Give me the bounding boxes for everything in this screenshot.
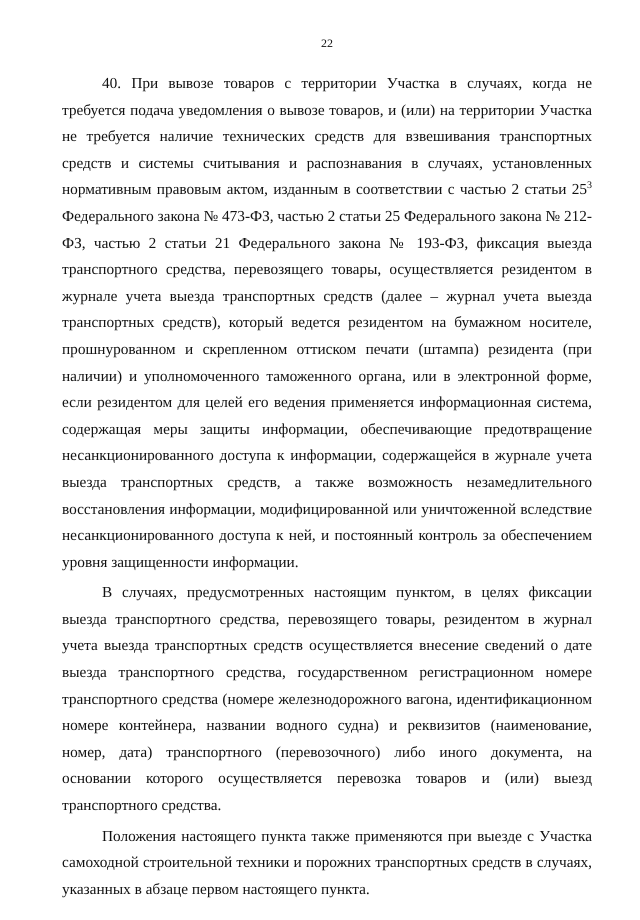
paragraph-provisions: Положения настоящего пункта также применяются при выезде с Участка самоходной строительной техники и порожних транспортных средств в случаях, указанных в абзаце первом настоящего пункта. xyxy=(62,827,592,898)
paragraph-40-text-end: Федерального закона № 473-ФЗ, частью 2 статьи 25 Федерального закона № 212-ФЗ, частью 2 статьи 21 Федерального закона № 193-ФЗ, фиксация выезда транспортного средства, перевозящего товары, осуществляется резидентом в журнале учета выезда транспортных средств (далее – журнал учета выезда транспортных средств), который ведется резидентом на бумажном носителе, прошнурованном и скрепленном оттиском печати (штампа) резидента (при наличии) и уполномоченного таможенного органа, или в электронной форме, если резидентом для целей его ведения применяется информационная система, содержащая меры защиты информации, обеспечивающие предотвращение несанкционированного доступа к информации, содержащейся в журнале учета выезда транспортных средств, а также возможность незамедлительного восстановления информации, модифицированной или уничтоженной вследствие несанкционированного доступа к ней, и постоянный контроль за обеспечением уровня защищенности информации. xyxy=(62,207,592,571)
paragraph-40 xyxy=(62,71,592,576)
article-superscript: 3 xyxy=(587,180,592,192)
paragraph-cases: В случаях, предусмотренных настоящим пунктом, в целях фиксации выезда транспортного средства, перевозящего товары, резидентом в журнал учета выезда транспортных средств осуществляется внесение сведений о дате выезда транспортного средства, государственном регистрационном номере транспортного средства (номере железнодорожного вагона, идентификационном номере контейнера, названии водного судна) и реквизитов (наименование, номер, дата) транспортного (перевозочного) либо иного документа, на основании которого осуществляется перевозка товаров и (или) выезд транспортного средства. xyxy=(62,584,592,815)
page-number: 22 xyxy=(321,36,333,50)
paragraph-40-text-start: 40. При вывозе товаров с территории Участка в случаях, когда не требуется подача уведомления о вывозе товаров, и (или) на территории Участка не требуется наличие технических средств для взвешивания транспортных средств и системы считывания и распознавания в случаях, установленных нормативным правовым актом, изданным в соответствии с частью 2 статьи 25 xyxy=(62,75,592,199)
